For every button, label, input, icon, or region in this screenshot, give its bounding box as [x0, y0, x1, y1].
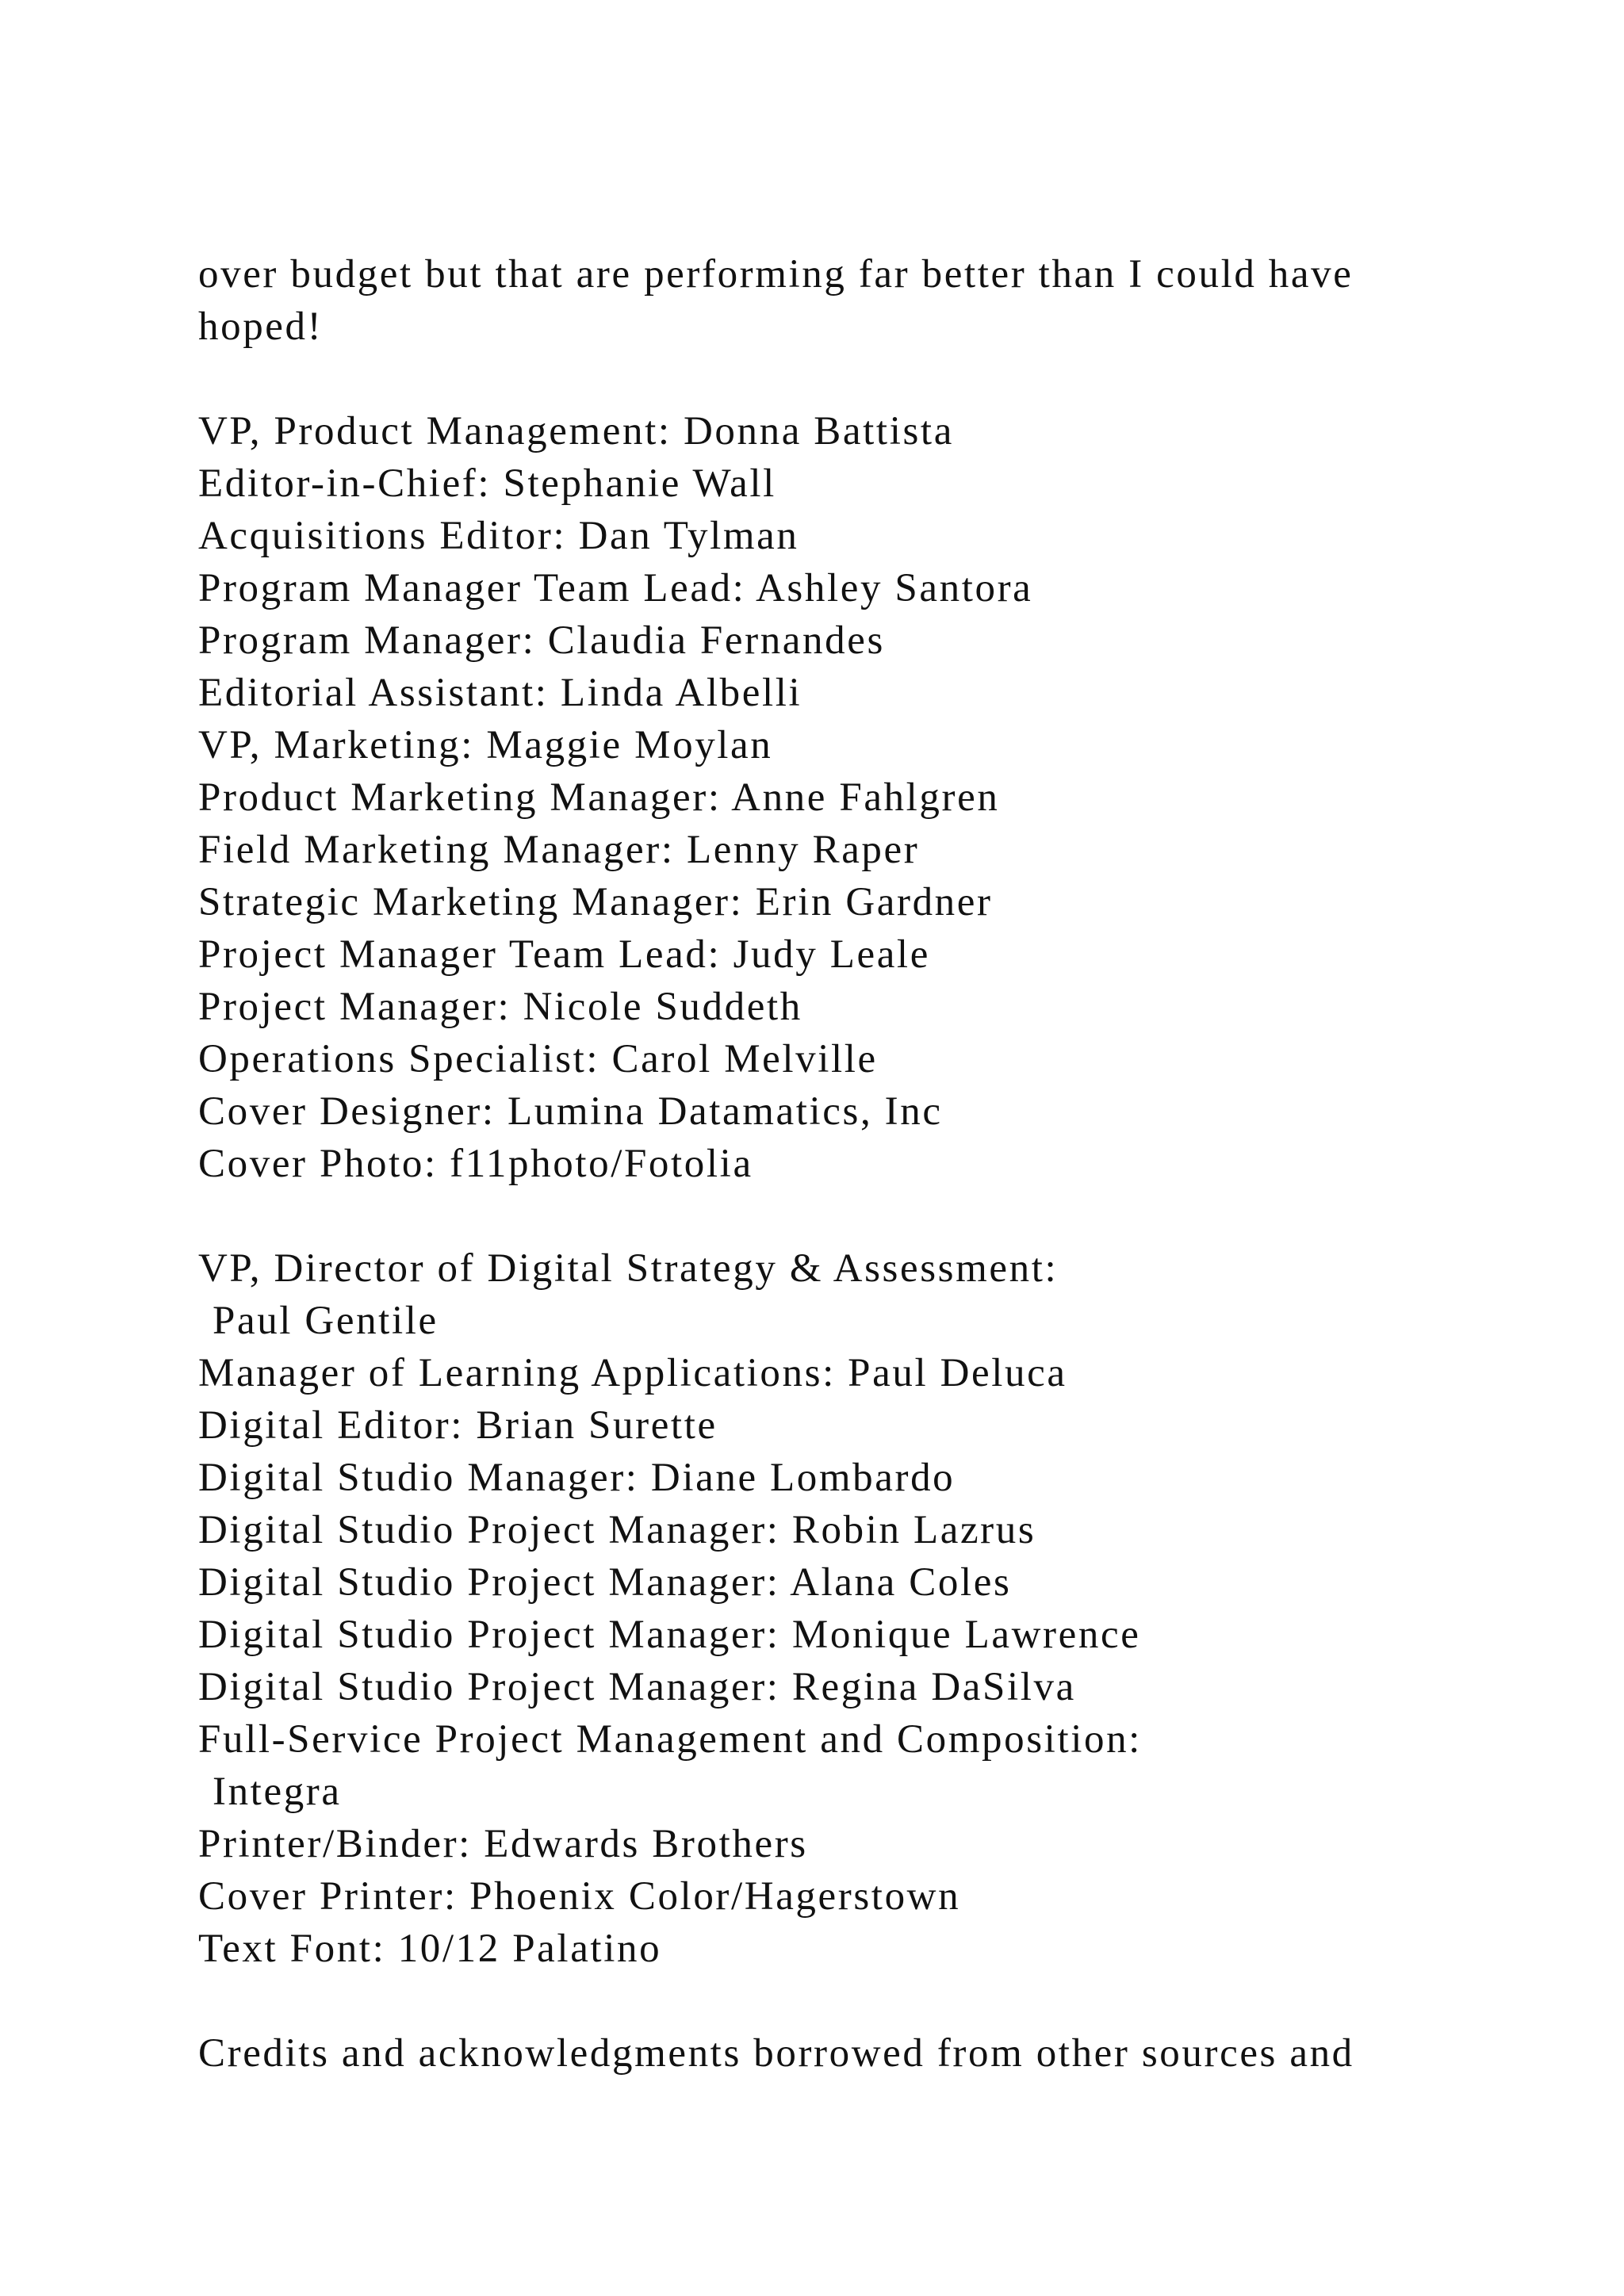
credit-line: Program Manager Team Lead: Ashley Santora: [198, 566, 1033, 610]
credit-line: Acquisitions Editor: Dan Tylman: [198, 514, 799, 558]
credit-line: Product Marketing Manager: Anne Fahlgren: [198, 775, 1000, 820]
credit-line: Manager of Learning Applications: Paul Deluca: [198, 1351, 1067, 1395]
credit-line-continuation: Paul Gentile: [213, 1299, 439, 1343]
credit-line: Project Manager Team Lead: Judy Leale: [198, 932, 930, 977]
credit-line: Cover Printer: Phoenix Color/Hagerstown: [198, 1874, 961, 1919]
credit-line: VP, Director of Digital Strategy & Assessment:: [198, 1246, 1059, 1291]
intro-line-1: over budget but that are performing far better than I could have: [198, 252, 1354, 297]
credit-line: Strategic Marketing Manager: Erin Gardner: [198, 880, 993, 924]
credit-line: Printer/Binder: Edwards Brothers: [198, 1822, 808, 1866]
credit-line: Editorial Assistant: Linda Albelli: [198, 671, 802, 715]
credit-line: Digital Editor: Brian Surette: [198, 1403, 718, 1448]
credit-line: Digital Studio Project Manager: Monique Lawrence: [198, 1613, 1141, 1657]
credit-line: Digital Studio Project Manager: Alana Coles: [198, 1560, 1012, 1605]
credit-line: Cover Designer: Lumina Datamatics, Inc: [198, 1089, 943, 1134]
credit-line-continuation: Integra: [213, 1770, 342, 1814]
document-text: [198, 248, 1507, 2080]
credit-line: VP, Product Management: Donna Battista: [198, 409, 954, 453]
closing-line: Credits and acknowledgments borrowed from other sources and: [198, 2031, 1354, 2076]
credit-line: VP, Marketing: Maggie Moylan: [198, 723, 773, 767]
credit-line: Operations Specialist: Carol Melville: [198, 1037, 878, 1081]
paragraph-spacer: [198, 353, 1507, 405]
credit-line: Cover Photo: f11photo/Fotolia: [198, 1142, 753, 1186]
credit-line: Project Manager: Nicole Suddeth: [198, 985, 802, 1029]
credit-line: Digital Studio Project Manager: Robin Lazrus: [198, 1508, 1036, 1552]
intro-line-2: hoped!: [198, 304, 324, 349]
credit-line: Digital Studio Manager: Diane Lombardo: [198, 1456, 956, 1500]
credit-line: Program Manager: Claudia Fernandes: [198, 618, 885, 663]
credit-line: Text Font: 10/12 Palatino: [198, 1927, 662, 1971]
credit-line: Field Marketing Manager: Lenny Raper: [198, 828, 920, 872]
credit-line: Digital Studio Project Manager: Regina DaSilva: [198, 1665, 1076, 1709]
paragraph-spacer: [198, 1975, 1507, 2027]
paragraph-spacer: [198, 1190, 1507, 1242]
credit-line: Editor-in-Chief: Stephanie Wall: [198, 461, 776, 506]
credit-line: Full-Service Project Management and Composition:: [198, 1717, 1142, 1762]
